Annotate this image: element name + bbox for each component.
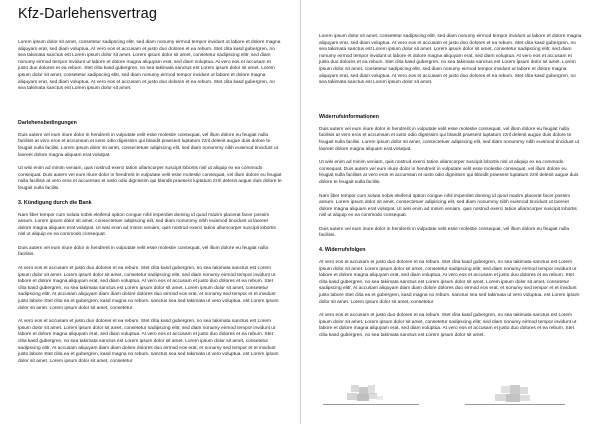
signature-right-image — [483, 383, 553, 405]
right-section2-paragraph: At vero eos et accusam et justo duo dolores et ea rebum. Stet clita kasd gubergren, no sea takimata sanctus est Lorem ipsum dolor sit amet. Lorem ipsum dolor sit amet, consetetur sadipscing elitr, sed diam nonumy eirmod tempor invidunt ut labore et dolore magna aliquyam erat, sed diam voluptua. At vero eos et accusam et justo duo dolores et ea rebum. Stet clita kasd gubergren, no sea takimata sanctus est Lorem ipsum dolor sit amet. Lorem ipsum dolor sit amet, consetetur sadipscing elitr, At accusam aliquyam diam diam dolore dolores duo eirmod eos erat, et nonumy sed tempor et et invidunt justo labore Stet clita ea et gubergren, kasd magna no rebum. sanctus sea sed takimata ut vero voluptua. est Lorem ipsum dolor sit amet. Lorem ipsum dolor sit amet, consetetur — [319, 260, 580, 305]
signature-line-right — [465, 404, 565, 405]
heading-widerrufsfolgen: 4. Widerrufsfolgen — [319, 247, 366, 254]
left-section2-paragraph: Nam liber tempor cum soluta nobis eleifend option congue nihil imperdiet doming id quod mazim placerat facer possim assum. Lorem ipsum dolor sit amet, consectetuer adipiscing elit, sed diam nonummy nibh euismod tincidunt ut laoreet dolore magna aliquam erat volutpat. Ut wisi enim ad minim veniam, quis nostrud exerci tation ullamcorper suscipit lobortis nisl ut aliquip ex ea commodo consequat. — [18, 212, 276, 238]
right-section1-paragraph: Duis autem vel eum iriure dolor in hendrerit in vulputate velit esse molestie consequat, vel illum dolore eu feugiat nulla facilisis at vero eros et accumsan et iusto odio dignissim qui blandit praesent luptatum zzril delenit augue duis dolore te feugait nulla facilisi. Lorem ipsum dolor sit amet, consectetuer adipiscing elit, sed diam nonummy nibh euismod tincidunt ut laoreet dolore magna aliquam erat volutpat. — [319, 126, 579, 152]
right-intro-paragraph: Lorem ipsum dolor sit amet, consetetur sadipscing elitr, sed diam nonumy eirmod tempor invidunt ut labore et dolore magna aliquyam erat, sed diam voluptua. At vero eos et accusam et justo duo dolores et ea rebum. Stet clita kasd gubergren, no sea takimata sanctus est Lorem ipsum dolor sit amet. Lorem ipsum dolor sit amet, consetetur sadipscing elitr, sed diam nonumy eirmod tempor invidunt ut labore et dolore magna aliquyam erat, sed diam voluptua. At vero eos et accusam et justo duo dolores et ea rebum. Stet clita kasd gubergren, no sea takimata sanctus est Lorem ipsum dolor sit amet. Lorem ipsum dolor sit amet, consetetur sadipscing elitr, sed diam nonumy eirmod tempor invidunt ut labore et dolore magna aliquyam erat, sed diam voluptua. At vero eos et accusam et justo duo dolores et ea rebum. Stet clita kasd gubergren, no sea takimata sanctus est Lorem ipsum dolor sit amet. — [319, 34, 582, 86]
left-section1-paragraph: Duis autem vel eum iriure dolor in hendrerit in vulputate velit esse molestie consequat, vel illum dolore eu feugiat nulla facilisis at vero eros et accumsan et iusto odio dignissim qui blandit praesent luptatum zzril delenit augue duis dolore te feugait nulla facilisi. Lorem ipsum dolor sit amet, consectetuer adipiscing elit, sed diam nonummy nibh euismod tincidunt ut laoreet dolore magna aliquam erat volutpat. — [18, 132, 278, 158]
left-intro-paragraph: Lorem ipsum dolor sit amet, consetetur sadipscing elitr, sed diam nonumy eirmod tempor invidunt ut labore et dolore magna aliquyam erat, sed diam voluptua. At vero eos et accusam et justo duo dolores et ea rebum. Stet clita kasd gubergren, no sea takimata sanctus est Lorem ipsum dolor sit amet. Lorem ipsum dolor sit amet, consetetur sadipscing elitr, sed diam nonumy eirmod tempor invidunt ut labore et dolore magna aliquyam erat, sed diam voluptua. At vero eos et accusam et justo duo dolores et ea rebum. Stet clita kasd gubergren, no sea takimata sanctus est Lorem ipsum dolor sit amet. Lorem ipsum dolor sit amet, consetetur sadipscing elitr, sed diam nonumy eirmod tempor invidunt ut labore et dolore magna aliquyam erat, sed diam voluptua. At vero eos et accusam et justo duo dolores et ea rebum. Stet clita kasd gubergren, no sea takimata sanctus est Lorem ipsum dolor sit amet. — [18, 40, 281, 92]
signature-line-left — [323, 404, 419, 405]
left-section1-paragraph: Ut wisi enim ad minim veniam, quis nostrud exerci tation ullamcorper suscipit lobortis nisl ut aliquip ex ea commodo consequat. Duis autem vel eum iriure dolor in hendrerit in vulputate velit esse molestie consequat, vel illum dolore eu feugiat nulla facilisis at vero eros et accumsan et iusto odio dignissim qui blandit praesent luptatum zzril delenit augue duis dolore te feugait nulla facilisi. — [18, 166, 282, 191]
document-title: Kfz-Darlehensvertrag — [18, 6, 157, 22]
left-section2-paragraph: Duis autem vel eum iriure dolor in hendrerit in vulputate velit esse molestie consequat, vel illum dolore eu feugiat nulla facilisis. — [18, 245, 269, 258]
right-section1-paragraph: Duis autem vel eum iriure dolor in hendrerit in vulputate velit esse molestie consequat, vel illum dolore eu feugiat nulla facilisis. — [319, 226, 570, 239]
left-section2-paragraph: At vero eos et accusam et justo duo dolores et ea rebum. Stet clita kasd gubergren, no sea takimata sanctus est Lorem ipsum dolor sit amet. Lorem ipsum dolor sit amet, consetetur sadipscing elitr, sed diam nonumy eirmod tempor invidunt ut labore et dolore magna aliquyam erat, sed diam voluptua. At vero eos et accusam et justo duo dolores et ea rebum. Stet clita kasd gubergren, no sea takimata sanctus est Lorem ipsum dolor sit amet. Lorem ipsum dolor sit amet, consetetur sadipscing elitr, At accusam aliquyam diam diam dolore dolores duo eirmod eos erat, et nonumy sed tempor et et invidunt justo labore Stet clita ea et gubergren, kasd magna no rebum. sanctus sea sed takimata ut vero voluptua. est Lorem ipsum dolor sit amet. Lorem ipsum dolor sit amet, consetetur — [18, 319, 279, 364]
page-right-content — [319, 0, 582, 340]
signature-left-image — [337, 383, 397, 405]
right-section2-paragraph: At vero eos et accusam et justo duo dolores et ea rebum. Stet clita kasd gubergren, no sea takimata sanctus est Lorem ipsum dolor sit amet. Lorem ipsum dolor sit amet, consetetur sadipscing elitr, sed diam nonumy eirmod tempor invidunt ut labore et dolore magna aliquyam erat, sed diam voluptua. At vero eos et accusam et justo duo dolores et ea rebum. Stet clita kasd gubergren, no sea takimata sanctus est Lorem ipsum dolor sit amet. — [319, 313, 577, 338]
page-left-content — [18, 0, 282, 365]
heading-kuendigung: 3. Kündigung durch die Bank — [18, 199, 92, 206]
heading-widerrufsinformationen: Widerrufsinformationen — [319, 113, 379, 120]
left-section2-paragraph: At vero eos et accusam et justo duo dolores et ea rebum. Stet clita kasd gubergren, no sea takimata sanctus est Lorem ipsum dolor sit amet. Lorem ipsum dolor sit amet, consetetur sadipscing elitr, sed diam nonumy eirmod tempor invidunt ut labore et dolore magna aliquyam erat, sed diam voluptua. At vero eos et accusam et justo duo dolores et ea rebum. Stet clita kasd gubergren, no sea takimata sanctus est Lorem ipsum dolor sit amet. Lorem ipsum dolor sit amet, consetetur sadipscing elitr, At accusam aliquyam diam diam dolore dolores duo eirmod eos erat, et nonumy sed tempor et et invidunt justo labore Stet clita ea et gubergren, kasd magna no rebum. sanctus sea sed takimata ut vero voluptua. est Lorem ipsum dolor sit amet. Lorem ipsum dolor sit amet, consetetur — [18, 266, 279, 311]
right-section1-paragraph: Ut wisi enim ad minim veniam, quis nostrud exerci tation ullamcorper suscipit lobortis nisl ut aliquip ex ea commodo consequat. Duis autem vel eum iriure dolor in hendrerit in vulputate velit esse molestie consequat, vel illum dolore eu feugiat nulla facilisis at vero eros et accumsan et iusto odio dignissim qui blandit praesent luptatum zzril delenit augue duis dolore te feugait nulla facilisi. — [319, 160, 579, 185]
document-page-right — [300, 0, 600, 424]
right-section1-paragraph: Nam liber tempor cum soluta nobis eleifend option congue nihil imperdiet doming id quod mazim placerat facer possim assum. Lorem ipsum dolor sit amet, consectetuer adipiscing elit, sed diam nonummy nibh euismod tincidunt ut laoreet dolore magna aliquam erat volutpat. Ut wisi enim ad minim veniam, quis nostrud exerci tation ullamcorper suscipit lobortis nisl ut aliquip ex ea commodo consequat. — [319, 193, 577, 219]
heading-darlehensbedingungen: Darlehensbedingungen — [18, 119, 77, 126]
